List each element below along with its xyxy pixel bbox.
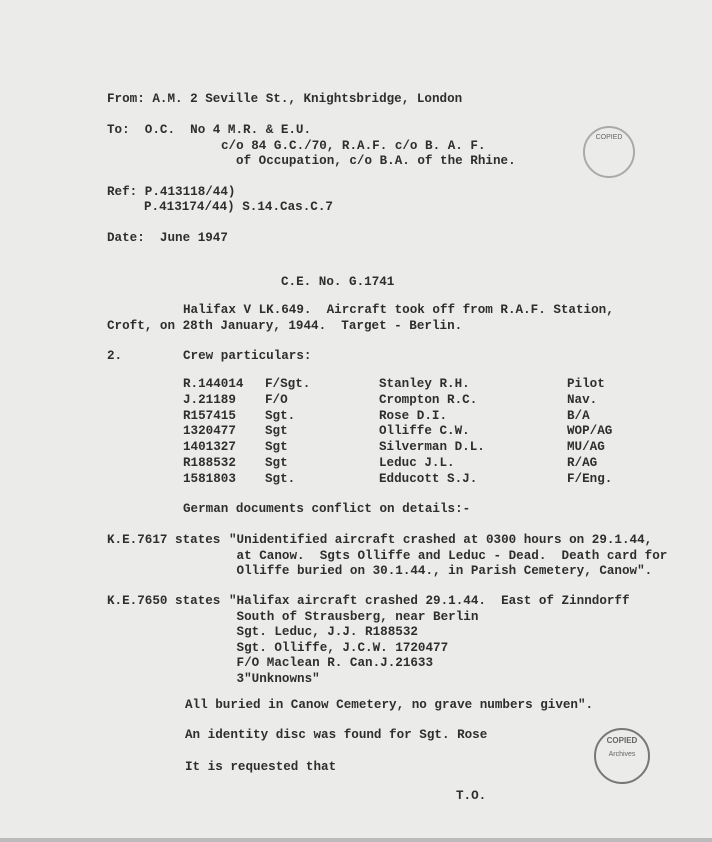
crew-name: Olliffe C.W. (379, 424, 470, 439)
identity-disc-line: An identity disc was found for Sgt. Rose (185, 728, 488, 742)
crew-number: 1320477 (183, 424, 236, 439)
crew-name: Stanley R.H. (379, 377, 470, 391)
ke7650-line: 3"Unknowns" (229, 672, 320, 686)
ke7650-line: F/O Maclean R. Can.J.21633 (229, 656, 434, 670)
ke7650-line: Sgt. Olliffe, J.C.W. 1720477 (229, 641, 449, 655)
crew-role: F/Eng. (567, 471, 613, 486)
crew-role: WOP/AG (567, 424, 613, 439)
from-line: From: A.M. 2 Seville St., Knightsbridge, London (107, 92, 463, 106)
to-line-3: of Occupation, c/o B.A. of the Rhine. (236, 154, 516, 168)
crew-number: 1581803 (183, 471, 236, 486)
crew-number: R.144014 (183, 377, 244, 391)
crew-role: B/A (567, 408, 590, 423)
ke7650-line: "Halifax aircraft crashed 29.1.44. East of Zinndorff (229, 594, 630, 608)
crew-number: 1401327 (183, 440, 236, 455)
crew-number: R157415 (183, 408, 236, 423)
crew-name: Rose D.I. (379, 408, 448, 423)
crew-rank: F/O (265, 392, 288, 407)
crew-heading: Crew particulars: (183, 349, 312, 363)
crew-rank: F/Sgt. (265, 377, 311, 391)
ke7617-line: at Canow. Sgts Olliffe and Leduc - Dead. Death card for (229, 549, 668, 563)
crew-number: R188532 (183, 456, 236, 470)
german-heading: German documents conflict on details:- (183, 502, 471, 516)
crew-rank: Sgt (265, 424, 288, 439)
to-line-2: c/o 84 G.C./70, R.A.F. c/o B. A. F. (221, 139, 486, 153)
ke7617-line: "Unidentified aircraft crashed at 0300 hours on 29.1.44, (229, 533, 653, 547)
copied-stamp-top (583, 126, 635, 178)
stamp-text: COPIED (595, 134, 623, 141)
ke7617-line: Olliffe buried on 30.1.44., in Parish Cemetery, Canow". (229, 564, 653, 578)
case-number: C.E. No. G.1741 (281, 275, 395, 289)
crew-rank: Sgt (265, 440, 288, 455)
crew-name: Crompton R.C. (379, 392, 478, 407)
crew-name: Silverman D.L. (379, 440, 485, 455)
stamp-text: Archives (608, 751, 636, 758)
crew-rank: Sgt. (265, 408, 296, 423)
crew-rank: Sgt. (265, 471, 296, 486)
date-line: Date: June 1947 (107, 231, 228, 245)
crew-rank: Sgt (265, 456, 288, 470)
ke7650-label: K.E.7650 states (107, 594, 221, 608)
to-line-1: To: O.C. No 4 M.R. & E.U. (107, 123, 312, 137)
request-line: It is requested that (185, 760, 337, 774)
ref-line-2: P.413174/44) S.14.Cas.C.7 (144, 200, 333, 214)
copied-stamp-archives (594, 728, 650, 784)
turn-over: T.O. (456, 789, 487, 803)
crew-role: Pilot (567, 377, 605, 391)
stamp-text: COPIED (606, 736, 638, 745)
ke7650-line: South of Strausberg, near Berlin (229, 610, 479, 624)
crew-role: MU/AG (567, 440, 605, 455)
ke7617-label: K.E.7617 states (107, 533, 221, 547)
ref-line-1: Ref: P.413118/44) (107, 185, 236, 199)
intro-line-2: Croft, on 28th January, 1944. Target - Berlin. (107, 319, 463, 333)
crew-name: Edducott S.J. (379, 471, 478, 486)
crew-name: Leduc J.L. (379, 456, 455, 470)
ke7650-line: Sgt. Leduc, J.J. R188532 (229, 625, 418, 639)
intro-line-1: Halifax V LK.649. Aircraft took off from R.A.F. Station, (183, 303, 614, 317)
section-number: 2. (107, 349, 123, 363)
burial-closing: All buried in Canow Cemetery, no grave numbers given". (185, 698, 594, 712)
page-bottom-edge (0, 838, 712, 842)
crew-role: Nav. (567, 392, 598, 407)
crew-number: J.21189 (183, 392, 236, 407)
crew-role: R/AG (567, 456, 598, 470)
